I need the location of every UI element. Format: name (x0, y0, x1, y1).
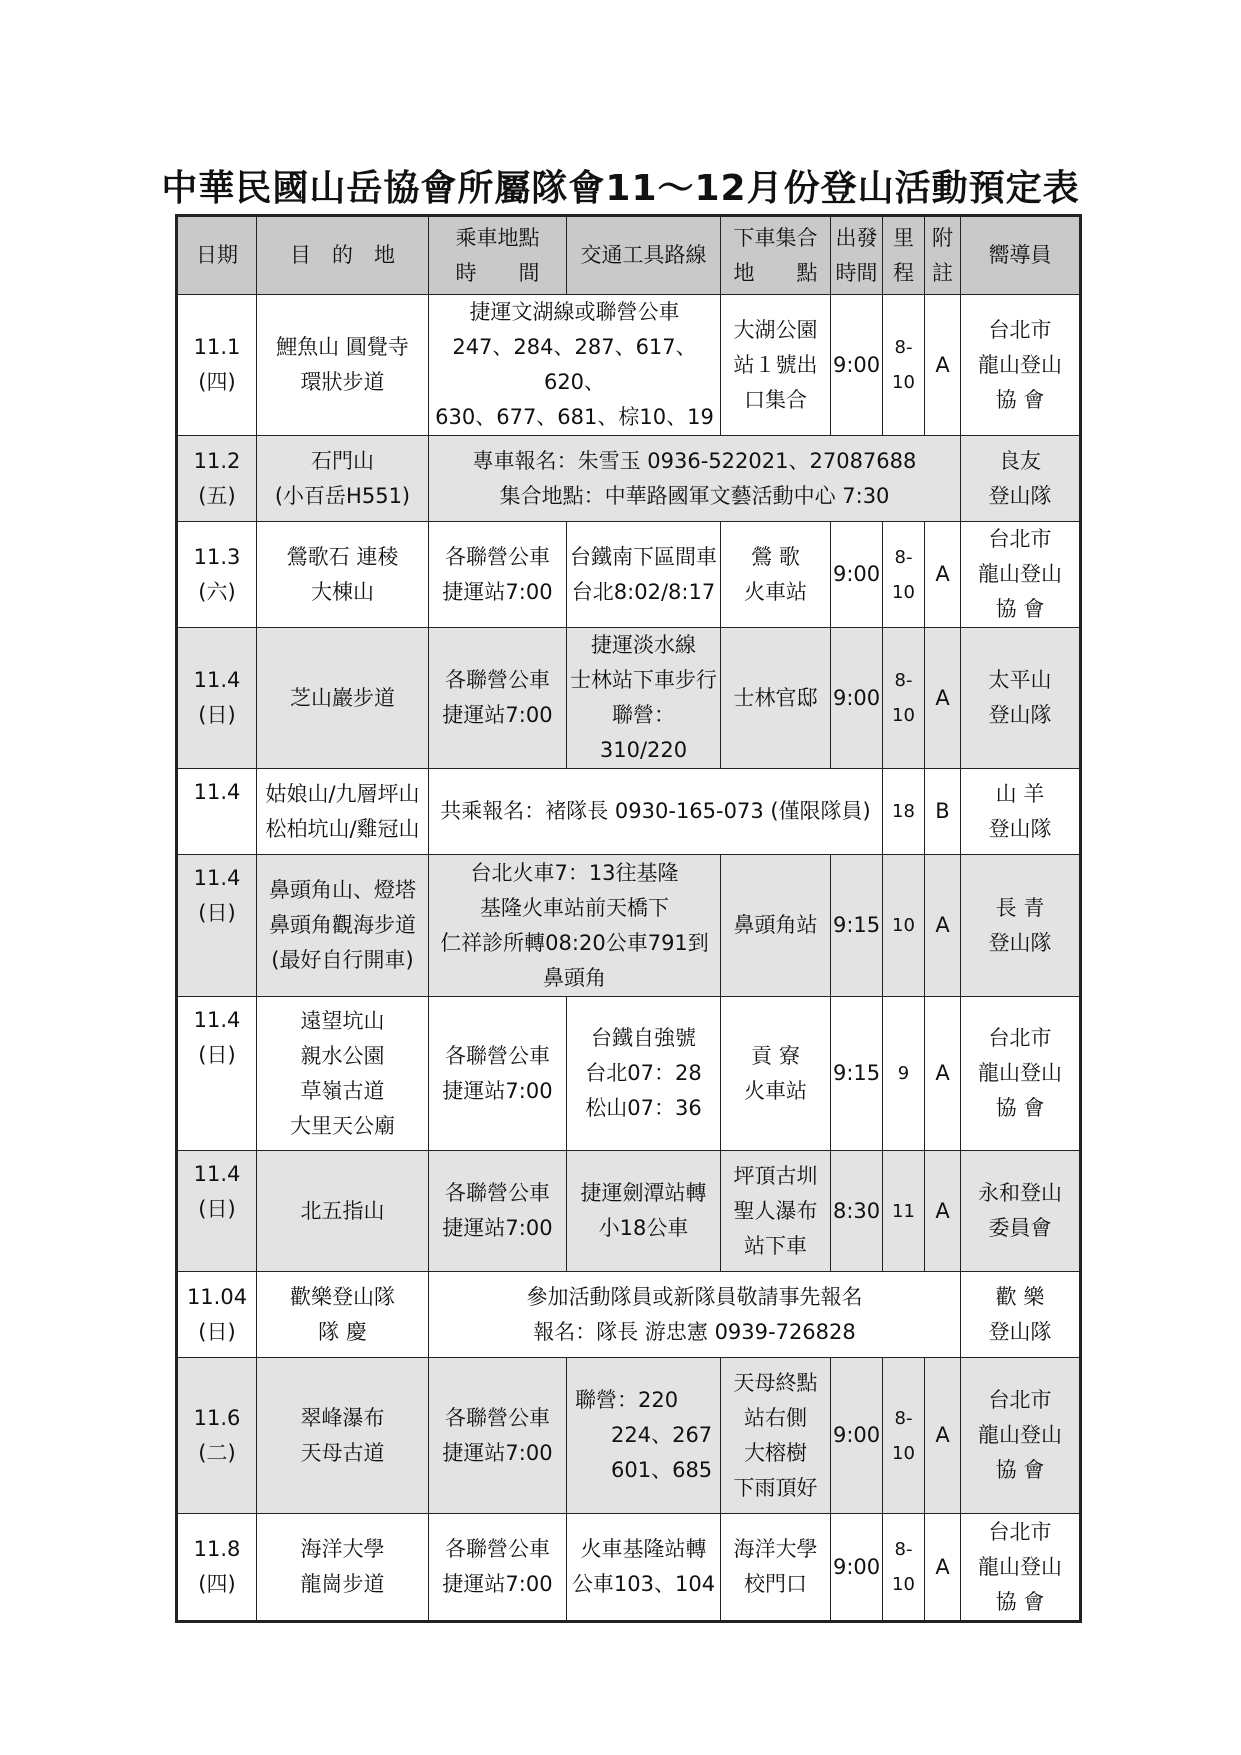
guide-cell: 台北市 龍山登山 協 會 (961, 295, 1081, 436)
meeting-point-cell: 鼻頭角站 (721, 855, 831, 997)
header-guide: 嚮導員 (961, 216, 1081, 295)
guide-cell: 台北市 龍山登山 協 會 (961, 1358, 1081, 1514)
guide-cell: 長 青 登山隊 (961, 855, 1081, 997)
route-cell: 捷運劍潭站轉 小18公車 (567, 1151, 721, 1272)
note-cell: A (925, 295, 961, 436)
distance-cell: 18 (883, 769, 925, 855)
distance-cell: 10 (883, 855, 925, 997)
table-row (177, 855, 1081, 997)
header-meeting-point: 下車集合 地 點 (721, 216, 831, 295)
header-route: 交通工具路線 (567, 216, 721, 295)
route-cell: 捷運淡水線 士林站下車步行 聯營：310/220 (567, 628, 721, 769)
note-cell: B (925, 769, 961, 855)
guide-cell: 永和登山 委員會 (961, 1151, 1081, 1272)
meeting-point-cell: 鶯 歌 火車站 (721, 522, 831, 628)
meeting-point-cell: 坪頂古圳 聖人瀑布 站下車 (721, 1151, 831, 1272)
header-distance: 里 程 (883, 216, 925, 295)
boarding-cell: 各聯營公車 捷運站7:00 (429, 997, 567, 1151)
header-row (177, 216, 1081, 295)
table-row (177, 436, 1081, 522)
departure-time-cell: 9:00 (831, 628, 883, 769)
date-cell: 11.6 (二) (177, 1358, 257, 1514)
table-row (177, 1151, 1081, 1272)
departure-time-cell: 9:15 (831, 997, 883, 1151)
guide-cell: 歡 樂 登山隊 (961, 1272, 1081, 1358)
boarding-cell: 各聯營公車 捷運站7:00 (429, 1151, 567, 1272)
date-cell: 11.4 (日) (177, 628, 257, 769)
guide-cell: 台北市 龍山登山 協 會 (961, 997, 1081, 1151)
date-cell: 11.2 (五) (177, 436, 257, 522)
date-cell: 11.3 (六) (177, 522, 257, 628)
registration-info-cell: 參加活動隊員或新隊員敬請事先報名 報名：隊長 游忠憲 0939-726828 (429, 1272, 961, 1358)
date-cell: 11.4 (日) (177, 855, 257, 997)
table-row (177, 769, 1081, 855)
departure-time-cell: 9:15 (831, 855, 883, 997)
table-row (177, 997, 1081, 1151)
header-boarding: 乘車地點 時 間 (429, 216, 567, 295)
boarding-cell: 各聯營公車 捷運站7:00 (429, 1358, 567, 1514)
boarding-cell: 各聯營公車 捷運站7:00 (429, 1514, 567, 1622)
date-cell: 11.4 (177, 769, 257, 855)
destination-cell: 歡樂登山隊 隊 慶 (257, 1272, 429, 1358)
route-cell: 台鐵南下區間車 台北8:02/8:17 (567, 522, 721, 628)
destination-cell: 鼻頭角山、燈塔 鼻頭角觀海步道 (最好自行開車) (257, 855, 429, 997)
distance-cell: 9 (883, 997, 925, 1151)
header-departure-time: 出發 時間 (831, 216, 883, 295)
page-title: 中華民國山岳協會所屬隊會11～12月份登山活動預定表 (161, 168, 1080, 209)
date-cell: 11.8 (四) (177, 1514, 257, 1622)
destination-cell: 海洋大學 龍崗步道 (257, 1514, 429, 1622)
table-row (177, 522, 1081, 628)
header-destination: 目 的 地 (257, 216, 429, 295)
destination-cell: 芝山巖步道 (257, 628, 429, 769)
departure-time-cell: 9:00 (831, 295, 883, 436)
destination-cell: 鶯歌石 連稜 大棟山 (257, 522, 429, 628)
header-note: 附 註 (925, 216, 961, 295)
route-cell: 聯營：220 224、267 601、685 (567, 1358, 721, 1514)
note-cell: A (925, 855, 961, 997)
destination-cell: 遠望坑山 親水公園 草嶺古道 大里天公廟 (257, 997, 429, 1151)
guide-cell: 太平山 登山隊 (961, 628, 1081, 769)
guide-cell: 山 羊 登山隊 (961, 769, 1081, 855)
boarding-cell: 各聯營公車 捷運站7:00 (429, 522, 567, 628)
departure-time-cell: 8:30 (831, 1151, 883, 1272)
note-cell: A (925, 1151, 961, 1272)
route-cell: 台鐵自強號 台北07：28 松山07：36 (567, 997, 721, 1151)
meeting-point-cell: 大湖公園 站１號出 口集合 (721, 295, 831, 436)
departure-time-cell: 9:00 (831, 1514, 883, 1622)
table-row (177, 1514, 1081, 1622)
transport-cell: 台北火車7：13往基隆 基隆火車站前天橋下 仁祥診所轉08:20公車791到 鼻頭角 (429, 855, 721, 997)
destination-cell: 石門山 (小百岳H551) (257, 436, 429, 522)
note-cell: A (925, 1358, 961, 1514)
route-cell: 火車基隆站轉 公車103、104 (567, 1514, 721, 1622)
guide-cell: 台北市 龍山登山 協 會 (961, 522, 1081, 628)
meeting-point-cell: 海洋大學 校門口 (721, 1514, 831, 1622)
guide-cell: 良友 登山隊 (961, 436, 1081, 522)
departure-time-cell: 9:00 (831, 1358, 883, 1514)
destination-cell: 鯉魚山 圓覺寺 環狀步道 (257, 295, 429, 436)
table-row (177, 295, 1081, 436)
meeting-point-cell: 貢 寮 火車站 (721, 997, 831, 1151)
distance-cell: 8-10 (883, 1514, 925, 1622)
header-date: 日期 (177, 216, 257, 295)
boarding-cell: 各聯營公車 捷運站7:00 (429, 628, 567, 769)
schedule-table (175, 214, 1082, 1623)
note-cell: A (925, 1514, 961, 1622)
guide-cell: 台北市 龍山登山 協 會 (961, 1514, 1081, 1622)
meeting-point-cell: 天母終點 站右側 大榕樹 下雨頂好 (721, 1358, 831, 1514)
note-cell: A (925, 522, 961, 628)
date-cell: 11.04 (日) (177, 1272, 257, 1358)
registration-info-cell: 共乘報名：褚隊長 0930-165-073 (僅限隊員) (429, 769, 883, 855)
distance-cell: 8-10 (883, 295, 925, 436)
note-cell: A (925, 628, 961, 769)
date-cell: 11.1 (四) (177, 295, 257, 436)
note-cell: A (925, 997, 961, 1151)
transport-cell: 捷運文湖線或聯營公車 247、284、287、617、620、 630、677、681、棕10、19 (429, 295, 721, 436)
date-cell: 11.4 (日) (177, 1151, 257, 1272)
distance-cell: 8-10 (883, 1358, 925, 1514)
destination-cell: 北五指山 (257, 1151, 429, 1272)
table-row (177, 1272, 1081, 1358)
distance-cell: 11 (883, 1151, 925, 1272)
destination-cell: 姑娘山/九層坪山 松柏坑山/雞冠山 (257, 769, 429, 855)
registration-info-cell: 專車報名：朱雪玉 0936-522021、27087688 集合地點：中華路國軍文藝活動中心 7:30 (429, 436, 961, 522)
distance-cell: 8-10 (883, 628, 925, 769)
date-cell: 11.4 (日) (177, 997, 257, 1151)
distance-cell: 8-10 (883, 522, 925, 628)
departure-time-cell: 9:00 (831, 522, 883, 628)
table-row (177, 1358, 1081, 1514)
destination-cell: 翠峰瀑布 天母古道 (257, 1358, 429, 1514)
table-row (177, 628, 1081, 769)
meeting-point-cell: 士林官邸 (721, 628, 831, 769)
